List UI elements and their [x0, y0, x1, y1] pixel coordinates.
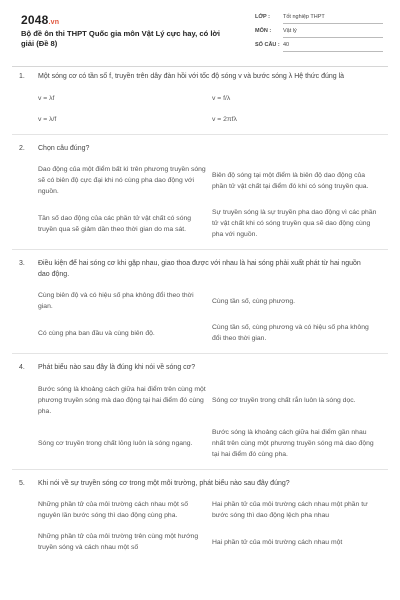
question-list	[0, 72, 400, 571]
question-item	[12, 363, 388, 470]
answer-options	[38, 384, 384, 460]
document-meta	[255, 14, 385, 56]
question-item	[12, 479, 388, 563]
question-item	[12, 259, 388, 354]
answer-option[interactable]: Có cùng pha ban đầu và cùng biên độ.	[38, 329, 155, 337]
question-item	[12, 144, 388, 251]
question-number: 1.	[19, 73, 25, 80]
answer-options	[38, 499, 384, 553]
answer-options	[38, 93, 384, 125]
question-number: 2.	[19, 144, 25, 152]
answer-option[interactable]: Bước sóng là khoảng cách giữa hai điểm trên cùng một phương truyền sóng mà dao động tại hai điểm đó cùng pha.	[38, 385, 206, 415]
answer-option[interactable]: Hai phần tử của môi trường cách nhau một	[212, 538, 343, 546]
answer-option[interactable]: Tần số dao động của các phần tử vật chất có sóng truyền qua sẽ giảm dần theo thời gian do ma sát.	[38, 214, 192, 233]
site-logo[interactable]	[21, 13, 59, 27]
answer-option[interactable]: Hai phần tử của môi trường cách nhau một phần tư bước sóng thì dao động lệch pha nhau	[212, 501, 368, 519]
answer-option[interactable]: Dao động của một điểm bất kì trên phương truyền sóng sẽ có biên độ cực đại khi nó cùng pha dao động với nguồn.	[38, 166, 206, 195]
meta-value: 40	[283, 42, 383, 52]
answer-option[interactable]: Bước sóng là khoảng cách giữa hai điểm gần nhau nhất trên cùng một phương truyền sóng mà dao động tại hai điểm đó cùng pha.	[212, 428, 374, 458]
answer-option[interactable]: Sự truyền sóng là sự truyền pha dao động vì các phần tử vật chất khi có sóng truyền qua sẽ dao động cùng pha với nguồn.	[212, 209, 377, 238]
meta-label: SỐ CÂU :	[255, 42, 280, 48]
meta-label: MÔN :	[255, 28, 272, 34]
logo-text: 2048	[21, 13, 49, 27]
question-text: Chọn câu đúng?	[38, 144, 90, 152]
answer-option[interactable]: v = λ/f	[38, 115, 57, 123]
answer-option[interactable]: Cùng tần số, cùng phương và có hiệu số pha không đổi theo thời gian.	[212, 324, 369, 342]
meta-row-class	[255, 14, 385, 28]
answer-option[interactable]: Biên độ sóng tại một điểm là biên độ dao động của phần tử vật chất tại điểm đó khi có sóng truyền qua.	[212, 171, 369, 190]
question-number: 3.	[19, 260, 25, 267]
meta-row-count	[255, 42, 385, 56]
question-item	[12, 72, 388, 135]
question-text: Điều kiện để hai sóng cơ khi gặp nhau, giao thoa được với nhau là hai sóng phải xuất phát từ hai nguồn dao động.	[38, 260, 361, 278]
answer-option[interactable]: v = f/λ	[212, 94, 231, 102]
page-header	[0, 0, 400, 64]
question-number: 4.	[19, 364, 25, 371]
question-text: Một sóng cơ có tần số f, truyền trên dây đàn hồi với tốc độ sóng v và bước sóng λ Hệ thức đúng là	[38, 73, 345, 80]
meta-row-subject	[255, 28, 385, 42]
answer-option[interactable]: Những phần tử của môi trường trên cùng một hướng truyền sóng và cách nhau một số	[38, 533, 199, 551]
answer-option[interactable]: v = λf	[38, 94, 55, 102]
answer-option[interactable]: v = 2πfλ	[212, 115, 237, 123]
header-divider	[12, 66, 388, 67]
answer-option[interactable]: Cùng tần số, cùng phương.	[212, 297, 296, 305]
document-title: Bộ đề ôn thi THPT Quốc gia môn Vật Lý cực hay, có lời giải (Đề 8)	[21, 29, 220, 48]
answer-option[interactable]: Những phần tử của môi trường cách nhau một số nguyên lần bước sóng thì dao động cùng pha.	[38, 501, 188, 519]
logo-suffix: .vn	[48, 19, 60, 26]
question-number: 5.	[19, 479, 25, 487]
answer-options	[38, 290, 384, 344]
answer-options	[38, 164, 384, 240]
answer-option[interactable]: Cùng biên độ và có hiệu số pha không đổi theo thời gian.	[38, 292, 194, 310]
meta-label: LỚP :	[255, 14, 270, 20]
meta-value: Tốt nghiệp THPT	[283, 14, 383, 24]
answer-option[interactable]: Sóng cơ truyền trong chất rắn luôn là sóng dọc.	[212, 396, 356, 404]
question-text: Phát biểu nào sau đây là đúng khi nói về sóng cơ?	[38, 364, 196, 371]
answer-option[interactable]: Sóng cơ truyền trong chất lỏng luôn là sóng ngang.	[38, 439, 193, 447]
question-text: Khi nói về sự truyền sóng cơ trong một môi trường, phát biểu nào sau đây đúng?	[38, 479, 290, 487]
meta-value: Vật lý	[283, 28, 383, 38]
